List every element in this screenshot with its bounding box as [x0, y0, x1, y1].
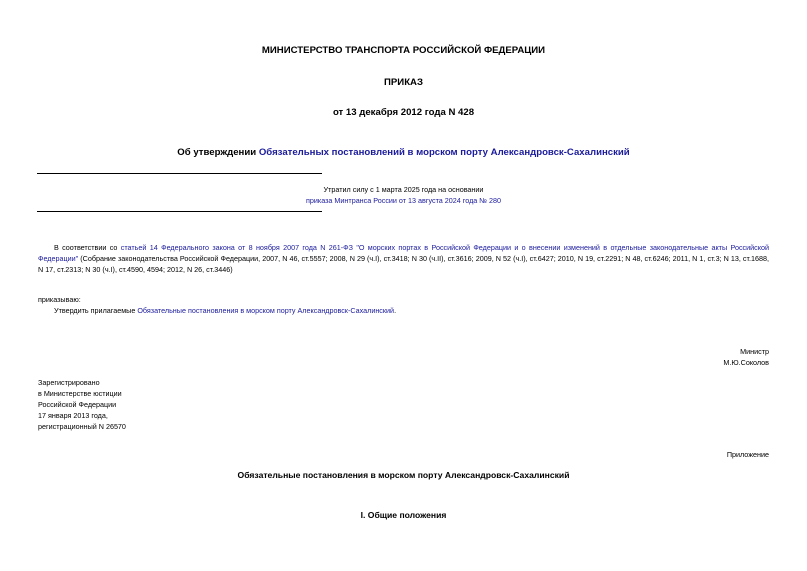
signature-title: Министр: [740, 347, 769, 356]
registration-line: в Министерстве юстиции: [38, 389, 122, 398]
doc-subject: [0, 147, 807, 158]
preamble-law-link[interactable]: статьей 14 Федерального закона от 8 ноября 2007 года N 261-ФЗ "О морских портах в Российской Федерации и о внесении изменений в отдельные законодательные акты Российской Федерации": [38, 243, 769, 263]
approve-paragraph: [54, 305, 396, 316]
approve-prefix: Утвердить прилагаемые: [54, 306, 138, 315]
notice-top-rule: [37, 173, 322, 174]
registration-line: 17 января 2013 года,: [38, 411, 108, 420]
subject-link[interactable]: Обязательных постановлений в морском порту Александровск-Сахалинский: [258, 147, 630, 158]
appendix-title: Обязательные постановления в морском порту Александровск-Сахалинский: [237, 470, 570, 480]
preamble-paragraph: [38, 242, 769, 275]
preamble-suffix: (Собрание законодательства Российской Федерации, 2007, N 46, ст.5557; 2008, N 29 (ч.I), ст.3418; N 30 (ч.II), ст.3616; 2009, N 52 (ч.I), ст.6427; 2010, N 19, ст.2291; N 48, ст.6246; 2011, N 1, ст.3; N 13, ст.1688, N 17, ст.2313; N 30 (ч.I), ст.4590, 4594; 2012, N 26, ст.3446): [38, 254, 769, 274]
registration-block: [38, 377, 126, 432]
notice-bottom-rule: [37, 211, 322, 212]
approve-link[interactable]: Обязательные постановления в морском порту Александровск-Сахалинский: [137, 306, 395, 315]
registration-line: Российской Федерации: [38, 400, 117, 409]
doc-type-heading: ПРИКАЗ: [384, 77, 423, 88]
ministry-title: МИНИСТЕРСТВО ТРАНСПОРТА РОССИЙСКОЙ ФЕДЕРАЦИИ: [261, 45, 546, 56]
approve-suffix: .: [394, 306, 397, 315]
signature-name: М.Ю.Соколов: [723, 358, 769, 367]
notice-text: Утратил силу с 1 марта 2025 года на основании: [323, 185, 484, 194]
registration-line: Зарегистрировано: [38, 378, 100, 387]
section-heading: I. Общие положения: [360, 510, 447, 520]
subject-prefix: Об утверждении: [177, 147, 259, 158]
order-word: приказываю:: [38, 295, 81, 304]
preamble-prefix: В соответствии со: [54, 243, 121, 252]
notice-link[interactable]: приказа Минтранса России от 13 августа 2024 года № 280: [306, 196, 501, 205]
registration-line: регистрационный N 26570: [38, 422, 126, 431]
appendix-label: Приложение: [726, 450, 769, 459]
doc-date-number: от 13 декабря 2012 года N 428: [332, 107, 475, 118]
